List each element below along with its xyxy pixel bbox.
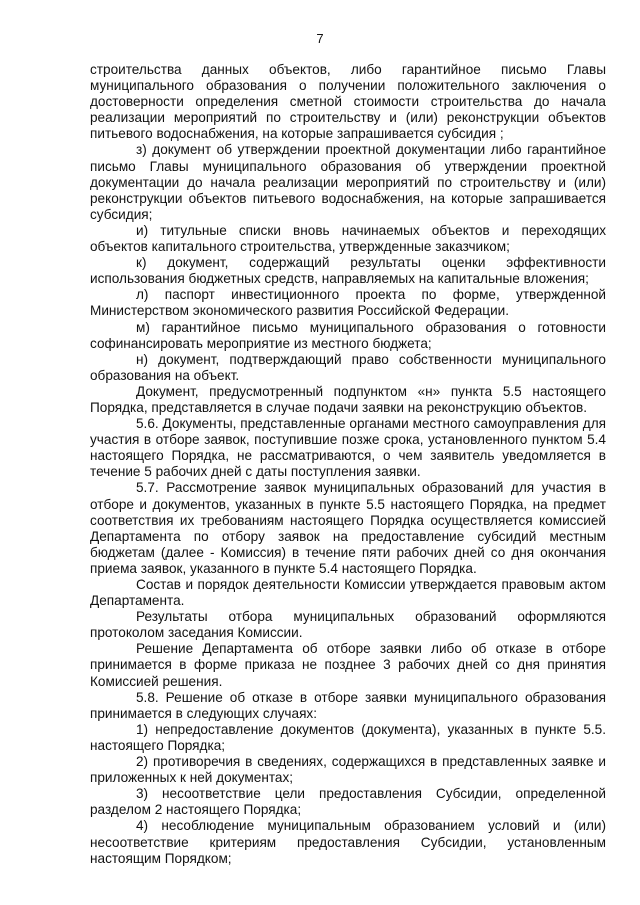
paragraph-item-l: л) паспорт инвестиционного проекта по форме, утвержденной Министерством экономического развития Российской Федерации. [90,287,606,319]
document-body [90,62,606,867]
page-number: 7 [316,31,324,46]
paragraph-5-7: 5.7. Рассмотрение заявок муниципальных образований для участия в отборе и документов, указанных в пункте 5.5 настоящего Порядка, на предмет соответствия их требованиям настоящего Порядка осуществляется комиссией Департамента по отбору заявок на предоставление субсидий местным бюджетам (далее - Комиссия) в течение пяти рабочих дней со дня окончания приема заявок, указанного в пункте 5.4 настоящего Порядка. [90,480,606,576]
paragraph-note: Документ, предусмотренный подпунктом «н» пункта 5.5 настоящего Порядка, представляется в случае подачи заявки на реконструкцию объектов. [90,383,606,415]
paragraph-case-4: 4) несоблюдение муниципальным образованием условий и (или) несоответствие критериям предоставления Субсидии, установленным настоящим Порядком; [90,818,606,866]
paragraph-item-n: н) документ, подтверждающий право собственности муниципального образования на объект. [90,351,606,383]
paragraph-5-6: 5.6. Документы, представленные органами местного самоуправления для участия в отборе заявок, поступившие позже срока, установленного пунктом 5.4 настоящего Порядка, не рассматриваются, о чем заявитель уведомляется в течение 5 рабочих дней с даты поступления заявки. [90,416,606,480]
paragraph-item-k: к) документ, содержащий результаты оценки эффективности использования бюджетных средств, направляемых на капитальные вложения; [90,255,606,287]
paragraph-case-2: 2) противоречия в сведениях, содержащихся в представленных заявке и приложенных к ней документах; [90,754,606,786]
paragraph-case-1: 1) непредоставление документов (документа), указанных в пункте 5.5. настоящего Порядка; [90,721,606,753]
paragraph-5-8: 5.8. Решение об отказе в отборе заявки муниципального образования принимается в следующих случаях: [90,689,606,721]
paragraph-selection-results: Результаты отбора муниципальных образований оформляются протоколом заседания Комиссии. [90,609,606,641]
paragraph-item-m: м) гарантийное письмо муниципального образования о готовности софинансировать мероприятие из местного бюджета; [90,319,606,351]
paragraph-department-decision: Решение Департамента об отборе заявки либо об отказе в отборе принимается в форме приказа не позднее 3 рабочих дней со дня принятия Комиссией решения. [90,641,606,689]
paragraph-continuation: строительства данных объектов, либо гарантийное письмо Главы муниципального образования о получении положительного заключения о достоверности определения сметной стоимости строительства до начала реализации мероприятий по строительству и (или) реконструкции объектов питьевого водоснабжения, на которые запрашивается субсидия ; [90,62,606,142]
paragraph-case-3: 3) несоответствие цели предоставления Субсидии, определенной разделом 2 настоящего Порядка; [90,786,606,818]
paragraph-item-z: з) документ об утверждении проектной документации либо гарантийное письмо Главы муниципального образования об утверждении проектной документации до начала реализации мероприятий по строительству и (или) реконструкции объектов питьевого водоснабжения, на которые запрашивается субсидия; [90,142,606,222]
paragraph-item-i: и) титульные списки вновь начинаемых объектов и переходящих объектов капитального строительства, утвержденные заказчиком; [90,222,606,255]
paragraph-commission-composition: Состав и порядок деятельности Комиссии утверждается правовым актом Департамента. [90,577,606,609]
